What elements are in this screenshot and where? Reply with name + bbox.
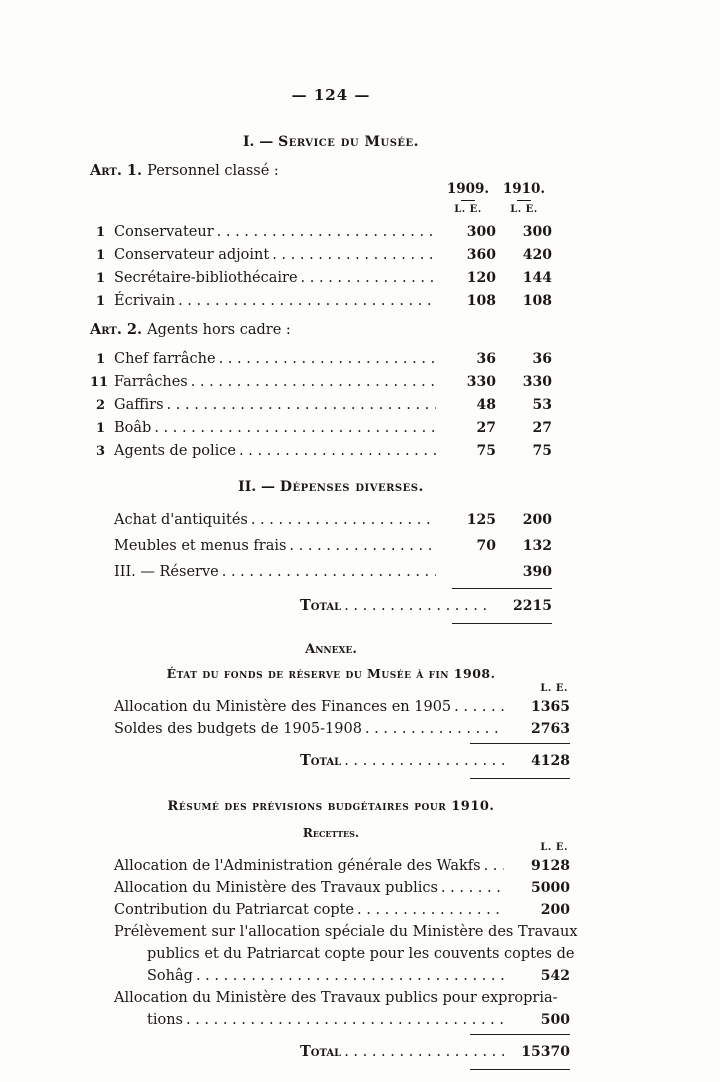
dot-leader <box>196 965 504 987</box>
art2-heading <box>90 321 572 338</box>
dot-leader <box>186 1009 504 1031</box>
row-quantity: 1 <box>95 352 105 367</box>
row-quantity: 2 <box>95 398 105 413</box>
sum-rule <box>470 1069 570 1070</box>
annexe-heading: Annexe. <box>305 642 357 657</box>
art1-label: Art. 1. <box>90 162 143 179</box>
budget-row <box>90 244 572 267</box>
currency-header-1910: L. E. <box>510 204 538 215</box>
museum-section-title <box>90 134 572 150</box>
value-1910: 144 <box>522 270 552 286</box>
sum-rule <box>470 1034 570 1035</box>
value-1910: 300 <box>522 224 552 240</box>
row-quantity: 1 <box>95 294 105 309</box>
currency-header-1909: L. E. <box>454 204 482 215</box>
spacer <box>90 340 572 348</box>
row-quantity: 1 <box>95 271 105 286</box>
art1-text: Personnel classé : <box>147 163 279 179</box>
value-1909: 120 <box>466 270 496 286</box>
expenses-section-title <box>90 479 572 495</box>
dot-leader <box>154 417 436 439</box>
section-title-text: Dépenses diverses. <box>279 479 424 495</box>
dot-leader <box>217 221 436 243</box>
row-value: 542 <box>540 968 570 984</box>
value-1910: 108 <box>522 293 552 309</box>
total-label: Total <box>300 597 342 614</box>
row-label: Allocation de l'Administration générale des Wakfs <box>114 858 481 874</box>
resume-heading: Résumé des prévisions budgétaires pour 1910. <box>167 799 495 814</box>
row-label: Achat d'antiquités <box>114 512 248 528</box>
dot-leader <box>365 718 504 740</box>
value-1909: 75 <box>476 443 496 459</box>
row-label: Agents de police <box>114 443 237 459</box>
value-1909: 108 <box>466 293 496 309</box>
total-value: 4128 <box>531 753 570 769</box>
dot-leader <box>484 855 504 877</box>
row-label: Conservateur <box>114 224 214 240</box>
dot-leader <box>344 1038 504 1066</box>
dot-leader <box>301 267 436 289</box>
sum-rule <box>452 588 552 589</box>
row-label-line: publics et du Patriarcat copte pour les couvents coptes de <box>147 946 575 962</box>
value-1910: 75 <box>532 443 552 459</box>
budget-row <box>90 718 572 740</box>
year-column-headers <box>90 181 572 215</box>
budget-row <box>90 371 572 394</box>
art2-text: Agents hors cadre : <box>147 322 291 338</box>
row-label: Allocation du Ministère des Finances en 1905 <box>114 699 452 715</box>
row-label: Soldes des budgets de 1905-1908 <box>114 721 362 737</box>
year-header-rule <box>461 200 475 201</box>
row-label-line: tions <box>147 1012 183 1028</box>
section-numeral: II. — <box>238 479 275 495</box>
budget-row <box>90 221 572 244</box>
recettes-currency-header: L. E. <box>540 842 568 853</box>
value-1910: 27 <box>532 420 552 436</box>
annexe-rows <box>90 696 572 740</box>
art1-rows <box>90 221 572 313</box>
row-label-line: Sohâg <box>147 968 193 984</box>
dot-leader <box>454 696 504 718</box>
dot-leader <box>178 290 436 312</box>
budget-row <box>90 507 572 533</box>
value-1910: 330 <box>522 374 552 390</box>
dot-leader <box>344 747 504 775</box>
budget-row-multiline-1 <box>90 921 578 943</box>
expenses-rows <box>90 507 572 585</box>
sum-rule <box>470 778 570 779</box>
value-1910: 420 <box>522 247 552 263</box>
art2-rows <box>90 348 572 463</box>
budget-row <box>90 855 572 877</box>
row-value: 200 <box>540 902 570 918</box>
section-title-text: Service du Musée. <box>278 134 420 150</box>
dot-leader <box>222 559 436 585</box>
budget-row <box>90 877 572 899</box>
budget-row-multiline-1 <box>90 987 572 1009</box>
value-1909: 125 <box>466 512 496 528</box>
annexe-currency-header: L. E. <box>540 683 568 694</box>
value-1909: 70 <box>476 538 496 554</box>
row-quantity: 1 <box>95 248 105 263</box>
budget-row <box>90 394 572 417</box>
dot-leader <box>219 348 436 370</box>
row-quantity: 3 <box>95 444 105 459</box>
recettes-rows <box>90 855 578 1031</box>
row-value: 500 <box>540 1012 570 1028</box>
row-quantity: 1 <box>95 421 105 436</box>
row-label-line: Allocation du Ministère des Travaux publics pour expropria- <box>114 990 558 1006</box>
value-1910: 390 <box>522 564 552 580</box>
row-value: 1365 <box>531 699 570 715</box>
row-label: Secrétaire-bibliothécaire <box>114 270 298 286</box>
recettes-heading: Recettes. <box>302 826 360 840</box>
total-label: Total <box>300 752 342 769</box>
value-1909: 330 <box>466 374 496 390</box>
budget-row <box>90 348 572 371</box>
year-header-1909 <box>440 181 496 215</box>
row-value: 9128 <box>531 858 570 874</box>
row-label: Boâb <box>114 420 152 436</box>
recettes-total-row <box>90 1038 572 1066</box>
dot-leader <box>239 440 436 462</box>
year-1910-label: 1910. <box>502 181 546 197</box>
sum-rule <box>452 623 552 624</box>
budget-row <box>90 267 572 290</box>
dot-leader <box>251 507 436 533</box>
dot-leader <box>344 592 492 620</box>
row-label: Allocation du Ministère des Travaux publics <box>114 880 438 896</box>
budget-row <box>90 290 572 313</box>
budget-row-multiline-3 <box>90 965 572 987</box>
annexe-total-row <box>90 747 572 775</box>
value-1910: 200 <box>522 512 552 528</box>
budget-row <box>90 899 572 921</box>
dot-leader <box>441 877 504 899</box>
annexe-subheading: État du fonds de réserve du Musée à fin 1908. <box>166 666 496 681</box>
budget-row-multiline-2 <box>90 943 575 965</box>
budget-row <box>90 696 572 718</box>
art1-heading <box>90 162 572 179</box>
total-value: 2215 <box>513 598 552 614</box>
section-numeral: I. — <box>242 134 274 150</box>
expenses-total-row <box>90 592 572 620</box>
value-1909: 360 <box>466 247 496 263</box>
value-1909: 27 <box>476 420 496 436</box>
total-label: Total <box>300 1043 342 1060</box>
sum-rule <box>470 743 570 744</box>
dot-leader <box>167 394 436 416</box>
row-label: Meubles et menus frais <box>114 538 287 554</box>
row-label: Farrâches <box>114 374 188 390</box>
year-header-1910 <box>496 181 552 215</box>
year-1909-label: 1909. <box>446 181 490 197</box>
row-label-line: Prélèvement sur l'allocation spéciale du Ministère des Travaux <box>114 924 578 940</box>
row-quantity: 11 <box>90 375 109 390</box>
value-1910: 53 <box>532 397 552 413</box>
value-1910: 132 <box>522 538 552 554</box>
dot-leader <box>357 899 504 921</box>
budget-row-multiline-2 <box>90 1009 572 1031</box>
row-label: Gaffirs <box>114 397 164 413</box>
row-quantity: 1 <box>95 225 105 240</box>
budget-row <box>90 417 572 440</box>
row-label: Écrivain <box>114 293 176 309</box>
value-1910: 36 <box>532 351 552 367</box>
page-content <box>90 86 578 1073</box>
value-1909: 300 <box>466 224 496 240</box>
budget-row <box>90 533 572 559</box>
row-value: 2763 <box>531 721 570 737</box>
value-1909: 48 <box>476 397 496 413</box>
row-label: Conservateur adjoint <box>114 247 270 263</box>
row-label: III. — Réserve <box>114 564 219 580</box>
page-number: — 124 — <box>291 86 371 104</box>
row-label: Contribution du Patriarcat copte <box>114 902 355 918</box>
row-value: 5000 <box>531 880 570 896</box>
dot-leader <box>191 371 436 393</box>
dot-leader <box>289 533 436 559</box>
dot-leader <box>272 244 436 266</box>
budget-row <box>90 440 572 463</box>
reserve-row <box>90 559 572 585</box>
total-value: 15370 <box>521 1044 570 1060</box>
row-label: Chef farrâche <box>114 351 216 367</box>
year-header-rule <box>517 200 531 201</box>
art2-label: Art. 2. <box>90 321 143 338</box>
value-1909: 36 <box>476 351 496 367</box>
